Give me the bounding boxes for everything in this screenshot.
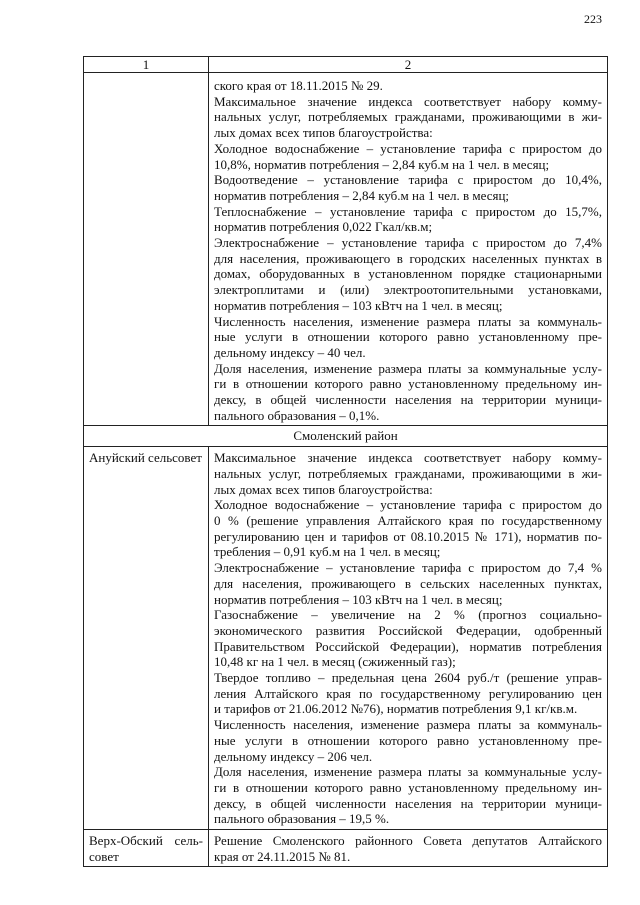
column-1-header: 1 [84, 57, 209, 73]
text-line: пального образования – 0,1%. [214, 407, 380, 423]
text-line: лых домах всех типов благоустройства: [214, 125, 433, 141]
text-line: нальных услуг, потребляемых гражданами, проживающими в жи- [214, 465, 602, 481]
text-line: ги в отношении которого равно установленному предельному ин- [214, 376, 602, 392]
paragraph [214, 141, 602, 172]
text-line: Теплоснабжение – установление тарифа с приростом до 15,7%, [214, 203, 602, 219]
text-line: регулированию цен и тарифов от 08.10.2015 № 171), норматив по- [214, 528, 602, 544]
municipality-name-line: Верх-Обский сель- [89, 833, 203, 849]
text-line: для населения, проживающего в городских населенных пунктах в [214, 250, 602, 266]
paragraph [214, 607, 602, 670]
paragraph [214, 497, 602, 560]
municipality-cell [84, 830, 209, 867]
text-line: Максимальное значение индекса соответствует набору комму- [214, 450, 602, 466]
paragraph [214, 833, 602, 864]
text-line: норматив потребления – 103 кВтч на 1 чел. в месяц; [214, 297, 503, 313]
table-header-row [84, 57, 608, 73]
text-line: дексу, в общей численности населения на территории муници- [214, 795, 602, 811]
paragraph [214, 764, 602, 827]
page-number: 223 [584, 12, 602, 26]
paragraph [214, 204, 602, 235]
paragraph [214, 450, 602, 497]
text-line: Газоснабжение – увеличение на 2 % (прогноз социально- [214, 607, 602, 623]
paragraph [214, 172, 602, 203]
table-row [84, 830, 608, 867]
paragraph [214, 560, 602, 607]
text-line: пального образования – 19,5 %. [214, 811, 390, 827]
indices-table [83, 56, 608, 867]
text-line: Холодное водоснабжение – установление тарифа с приростом до [214, 497, 602, 513]
text-line: требления – 0,91 куб.м на 1 чел. в месяц; [214, 544, 441, 560]
district-heading: Смоленский район [84, 426, 608, 447]
paragraph [214, 78, 602, 94]
text-line: края от 24.11.2015 № 81. [214, 848, 351, 864]
description-cell [209, 447, 608, 830]
text-line: Численность населения, изменение размера платы за коммуналь- [214, 717, 602, 733]
text-line: ления Алтайского края по государственному регулированию цен [214, 685, 602, 701]
paragraph [214, 361, 602, 424]
text-line: для населения, проживающего в сельских населенных пунктах, [214, 575, 602, 591]
text-line: норматив потребления 0,022 Гкал/кв.м; [214, 219, 433, 235]
text-line: 10,48 кг на 1 чел. в месяц (сжиженный газ); [214, 654, 456, 670]
paragraph [214, 670, 602, 717]
text-line: Максимальное значение индекса соответствует набору комму- [214, 93, 602, 109]
text-line: Доля населения, изменение размера платы за коммунальные услу- [214, 360, 602, 376]
text-line: 10,8%, норматив потребления – 2,84 куб.м на 1 чел. в месяц; [214, 156, 550, 172]
text-line: ные услуги в отношении которого равно установленному пре- [214, 329, 602, 345]
text-line: дельному индексу – 40 чел. [214, 344, 366, 360]
municipality-name-line: совет [89, 848, 119, 864]
text-line: Холодное водоснабжение – установление тарифа с приростом до [214, 140, 602, 156]
paragraph [214, 94, 602, 141]
text-line: Правительством Российской Федерации), норматив потребления [214, 638, 602, 654]
text-line: и тарифов от 21.06.2012 №76), норматив потребления 9,1 кг/кв.м. [214, 701, 578, 717]
text-line: Электроснабжение – установление тарифа с приростом до 7,4 % [214, 560, 602, 576]
text-line: домах, оборудованных в установленном порядке стационарными [214, 266, 602, 282]
text-line: Численность населения, изменение размера платы за коммуналь- [214, 313, 602, 329]
text-line: Доля населения, изменение размера платы за коммунальные услу- [214, 764, 602, 780]
description-cell [209, 73, 608, 426]
municipality-name: Ануйский сельсовет [89, 450, 202, 466]
description-cell [209, 830, 608, 867]
text-line: лых домах всех типов благоустройства: [214, 481, 433, 497]
table-row [84, 447, 608, 830]
text-line: Твердое топливо – предельная цена 2604 руб./т (решение управ- [214, 670, 602, 686]
column-2-header: 2 [209, 57, 608, 73]
text-line: нальных услуг, потребляемых гражданами, проживающими в жи- [214, 109, 602, 125]
text-line: норматив потребления – 2,84 куб.м на 1 чел. в месяц; [214, 187, 510, 203]
paragraph [214, 717, 602, 764]
text-line: норматив потребления – 103 кВтч на 1 чел. в месяц; [214, 591, 503, 607]
text-line: экономического развития Российской Федерации, одобренный [214, 622, 602, 638]
text-line: ского края от 18.11.2015 № 29. [214, 78, 383, 93]
paragraph [214, 314, 602, 361]
text-line: электроплитами и (или) электроотопительными установками, [214, 282, 602, 298]
paragraph [214, 235, 602, 314]
text-line: 0 % (решение управления Алтайского края по государственному [214, 512, 602, 528]
district-row [84, 426, 608, 447]
municipality-cell [84, 73, 209, 426]
municipality-cell [84, 447, 209, 830]
text-line: Электроснабжение – установление тарифа с приростом до 7,4% [214, 235, 602, 251]
text-line: дексу, в общей численности населения на территории муници- [214, 392, 602, 408]
text-line: Водоотведение – установление тарифа с приростом до 10,4%, [214, 172, 602, 188]
text-line: ные услуги в отношении которого равно установленному пре- [214, 732, 602, 748]
text-line: Решение Смоленского районного Совета депутатов Алтайского [214, 833, 602, 849]
table-row [84, 73, 608, 426]
text-line: дельному индексу – 206 чел. [214, 748, 373, 764]
text-line: ги в отношении которого равно установленному предельному ин- [214, 779, 602, 795]
